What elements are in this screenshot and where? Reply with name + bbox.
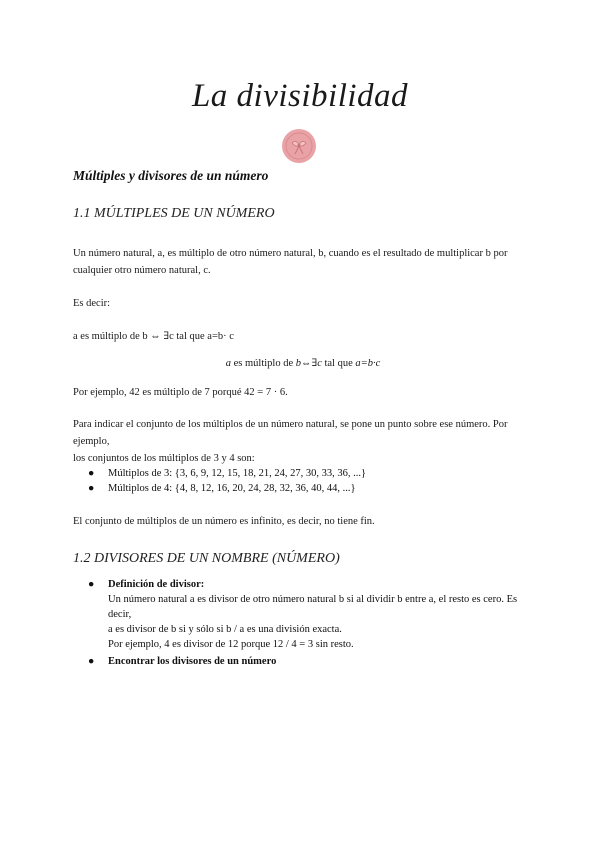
multiples-list (88, 466, 538, 496)
formula-styled (73, 355, 533, 372)
formula-text-2: ⇔∃ (300, 358, 318, 369)
bullet-icon: ● (88, 656, 95, 667)
heading-divisors: 1.2 DIVISORES DE UN NOMBRE (NÚMERO) (73, 551, 340, 566)
divisor-line-2: a es divisor de b si y sólo si b / a es una división exacta. (108, 624, 342, 635)
wax-seal-icon (281, 128, 317, 164)
find-list (88, 654, 538, 669)
heading-multiples: 1.1 MÚLTIPLES DE UN NÚMERO (73, 206, 275, 221)
formula-equation: a=b·c (355, 358, 381, 369)
list-item (88, 577, 538, 652)
list-item (88, 654, 538, 669)
list-item (88, 466, 538, 481)
bullet-icon: ● (88, 579, 95, 590)
bullet-icon: ● (88, 483, 95, 494)
divisor-line-1: Un número natural a es divisor de otro número natural b si al dividir b entre a, el resto es cero. Es decir, (108, 594, 518, 620)
formula-var-b: b (295, 358, 301, 369)
definition-line-1: Un número natural, a, es múltiplo de otro número natural, b, cuando es el resultado de multiplicar b por (73, 248, 508, 259)
sets-line-2: los conjuntos de los múltiplos de 3 y 4 son: (73, 453, 255, 464)
sets-paragraph (73, 416, 533, 467)
bullet-icon: ● (88, 468, 95, 479)
es-decir-label: Es decir: (73, 298, 111, 309)
find-divisors-title: Encontrar los divisores de un número (108, 656, 277, 667)
infinite-paragraph: El conjunto de múltiplos de un número es infinito, es decir, no tiene fin. (73, 516, 375, 527)
list-item-text: Múltiplos de 3: {3, 6, 9, 12, 15, 18, 21, 24, 27, 30, 33, 36, ...} (108, 468, 366, 479)
formula-text-3: tal que (321, 358, 356, 369)
list-item-text: Múltiplos de 4: {4, 8, 12, 16, 20, 24, 28, 32, 36, 40, 44, ...} (108, 483, 356, 494)
definition-line-2: cualquier otro número natural, c. (73, 265, 211, 276)
document-title: La divisibilidad (191, 78, 409, 114)
divisor-line-3: Por ejemplo, 4 es divisor de 12 porque 12 / 4 = 3 sin resto. (108, 639, 354, 650)
formula-plain: a es múltiplo de b ⇔ ∃c tal que a=b· c (73, 331, 234, 342)
sets-line-1: Para indicar el conjunto de los múltiplos de un número natural, se pone un punto sobre ese número. Por ejemplo, (73, 419, 508, 447)
definition-title: Definición de divisor: (108, 579, 205, 590)
definition-paragraph (73, 245, 533, 279)
divisors-list (88, 577, 538, 652)
formula-var-c: c (317, 358, 322, 369)
example-paragraph: Por ejemplo, 42 es múltiplo de 7 porqué 42 = 7 · 6. (73, 387, 288, 398)
formula-text-1: es múltiplo de (230, 358, 296, 369)
section-title: Múltiples y divisores de un número (73, 168, 269, 183)
list-item (88, 481, 538, 496)
formula-var-a: a (225, 358, 231, 369)
